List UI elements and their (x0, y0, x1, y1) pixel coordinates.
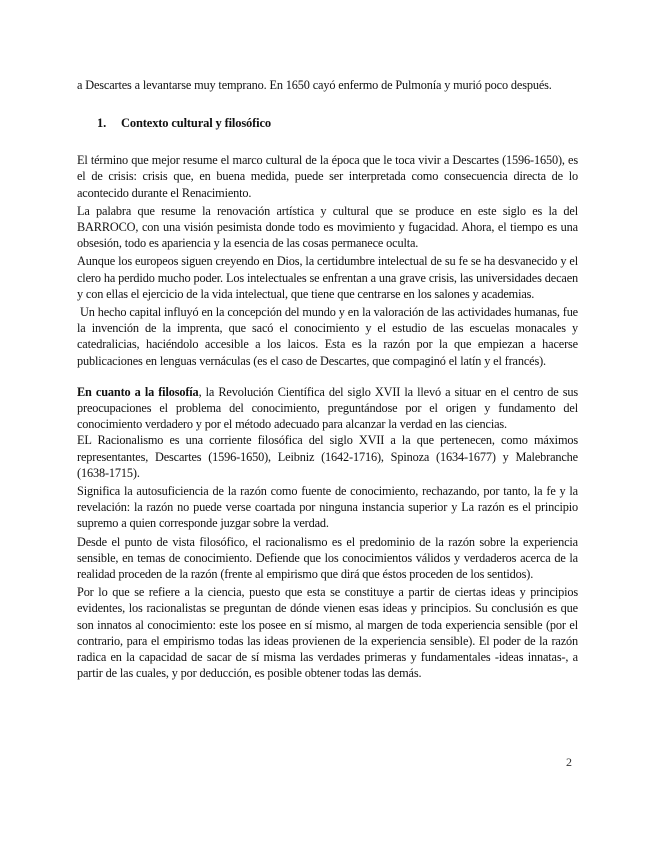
philosophy-rest: , la Revolución Científica del siglo XVII la llevó a situar en el centro de sus preocupaciones el problema del conocimiento, preguntándose por el origen y fundamento del conocimiento verdadero y por el método adecuado para alcanzar la verdad en las ciencias. (77, 384, 578, 432)
philosophy-lead: En cuanto a la filosofía (77, 384, 199, 399)
section-heading (77, 115, 578, 131)
section-title: Contexto cultural y filosófico (121, 116, 271, 131)
paragraph-europeos: Aunque los europeos siguen creyendo en Dios, la certidumbre intelectual de su fe se ha desvanecido y el clero ha perdido mucho poder. Los intelectuales se enfrentan a una grave crisis, las universidades decaen y con ellas el ejercicio de la vida intelectual, que tiene que centrarse en los salones y academias. (77, 254, 578, 301)
page-number: 2 (566, 755, 572, 769)
section-number: 1. (97, 116, 107, 131)
paragraph-barroco: La palabra que resume la renovación artística y cultural que se produce en este siglo es la del BARROCO, con una visión pesimista donde todo es movimiento y fugacidad. Ahora, el tiempo es una obsesión, todo es apariencia y la esencia de las cosas permanece oculta. (77, 203, 578, 251)
paragraph-predominio: Desde el punto de vista filosófico, el racionalismo es el predominio de la razón sobre la experiencia sensible, en temas de conocimiento. Defiende que los conocimientos válidos y verdaderos acerca de la realidad proceden de la razón (frente al empirismo que dirá que éstos proceden de los sentidos). (77, 534, 578, 582)
document-body (77, 77, 581, 682)
paragraph-filosofia (77, 384, 578, 433)
paragraph-ciencia: Por lo que se refiere a la ciencia, puesto que esta se constituye a partir de ciertas ideas y principios evidentes, los racionalistas se preguntan de dónde vienen esas ideas y principios. Su conclusión es que son innatos al conocimiento: este los posee en sí mismo, al margen de toda experiencia sensible (por el contrario, para el empirismo todas las ideas provienen de la experiencia sensible). El poder de la razón radica en la capacidad de sacar de sí misma las verdades primeras y fundamentales -ideas innatas-, a partir de las cuales, y por deducción, es posible obtener todas las demás. (77, 585, 578, 681)
paragraph-imprenta: Un hecho capital influyó en la concepción del mundo y en la valoración de las actividades humanas, fue la invención de la imprenta, que sacó el conocimiento y el estudio de las escuelas monacales y catedralicias, haciéndolo accesible a los laicos. Esta es la razón por la que empiezan a hacerse publicaciones en lenguas vernáculas (es el caso de Descartes, que compaginó el latín y el francés). (77, 305, 581, 368)
paragraph-crisis: El término que mejor resume el marco cultural de la época que le toca vivir a Descartes (1596-1650), es el de crisis: crisis que, en buena medida, puede ser interpretada como consecuencia directa de lo acontecido durante el Renacimiento. (77, 153, 578, 200)
intro-paragraph: a Descartes a levantarse muy temprano. En 1650 cayó enfermo de Pulmonía y murió poco después. (77, 78, 552, 92)
paragraph-racionalismo: EL Racionalismo es una corriente filosófica del siglo XVII a la que pertenecen, como máximos representantes, Descartes (1596-1650), Leibniz (1642-1716), Spinoza (1634-1677) y Malebranche (1638-1715). (77, 433, 578, 480)
paragraph-autosuficiencia: Significa la autosuficiencia de la razón como fuente de conocimiento, rechazando, por tanto, la fe y la revelación: la razón no puede verse coartada por ninguna instancia superior y La razón es el principio supremo a quien corresponde juzgar sobre la verdad. (77, 484, 578, 531)
